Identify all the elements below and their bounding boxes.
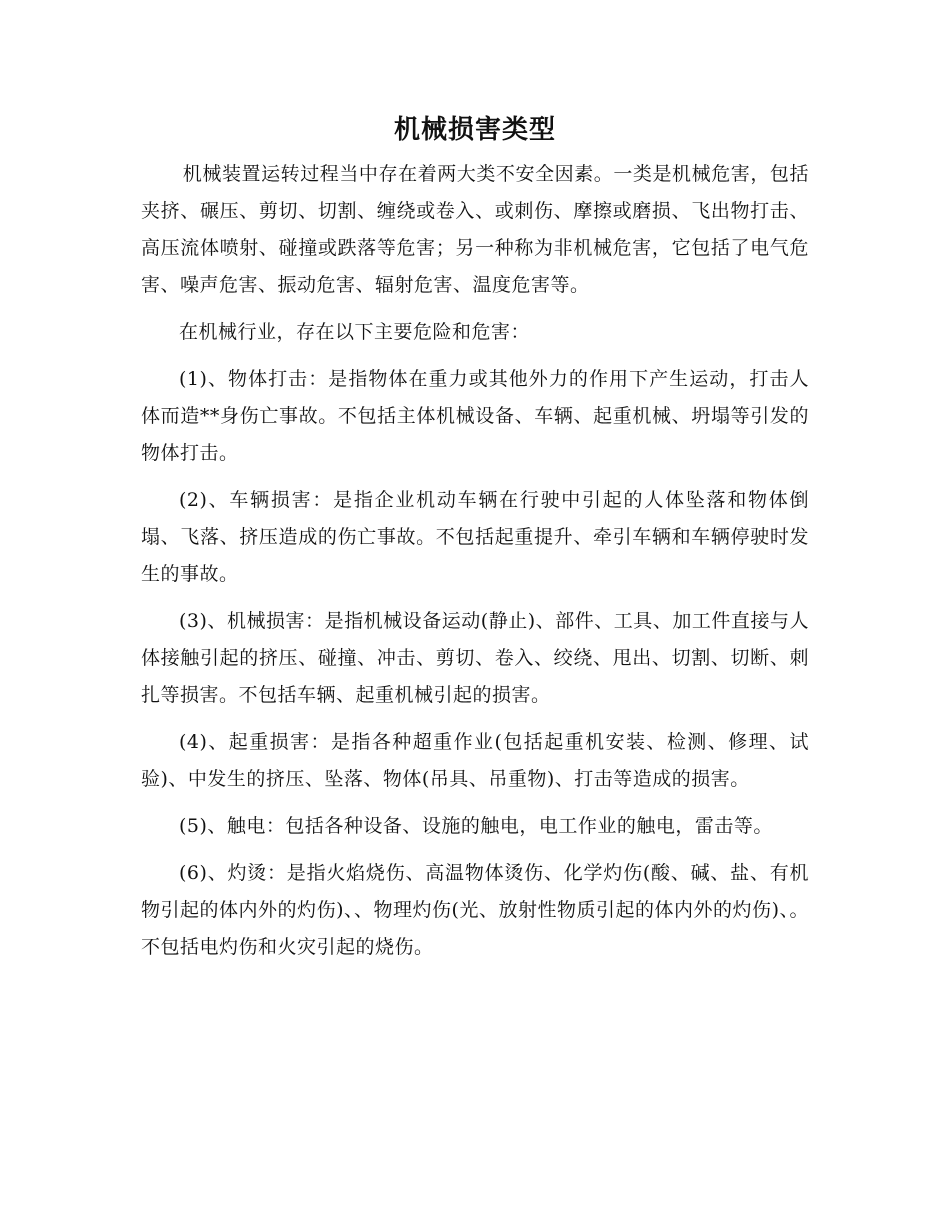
document-page <box>141 110 809 976</box>
paragraph-item-4: (4)、起重损害：是指各种超重作业(包括起重机安装、检测、修理、试验)、中发生的挤压、坠落、物体(吊具、吊重物)、打击等造成的损害。 <box>141 731 809 790</box>
document-title: 机械损害类型 <box>393 115 556 145</box>
paragraph-item-3: (3)、机械损害：是指机械设备运动(静止)、部件、工具、加工件直接与人体接触引起的挤压、碰撞、冲击、剪切、卷入、绞绕、甩出、切割、切断、刺扎等损害。不包括车辆、起重机械引起的损害。 <box>141 610 809 706</box>
paragraph-intro: 机械装置运转过程当中存在着两大类不安全因素。一类是机械危害，包括夹挤、碾压、剪切、切割、缠绕或卷入、或刺伤、摩擦或磨损、飞出物打击、高压流体喷射、碰撞或跌落等危害；另一种称为非机械危害，它包括了电气危害、噪声危害、振动危害、辐射危害、温度危害等。 <box>141 163 809 296</box>
paragraph-hazard-lead: 在机械行业，存在以下主要危险和危害： <box>179 321 531 343</box>
paragraph-item-6: (6)、灼烫：是指火焰烧伤、高温物体烫伤、化学灼伤(酸、碱、盐、有机物引起的体内外的灼伤)、、物理灼伤(光、放射性物质引起的体内外的灼伤)、。不包括电灼伤和火灾引起的烧伤。 <box>141 862 809 958</box>
paragraph-item-1: (1)、物体打击：是指物体在重力或其他外力的作用下产生运动，打击人体而造**身伤亡事故。不包括主体机械设备、车辆、起重机械、坍塌等引发的物体打击。 <box>141 368 809 464</box>
paragraph-item-2: (2)、车辆损害：是指企业机动车辆在行驶中引起的人体坠落和物体倒塌、飞落、挤压造成的伤亡事故。不包括起重提升、牵引车辆和车辆停驶时发生的事故。 <box>141 489 809 585</box>
paragraph-item-5: (5)、触电：包括各种设备、设施的触电，电工作业的触电，雷击等。 <box>179 815 773 837</box>
